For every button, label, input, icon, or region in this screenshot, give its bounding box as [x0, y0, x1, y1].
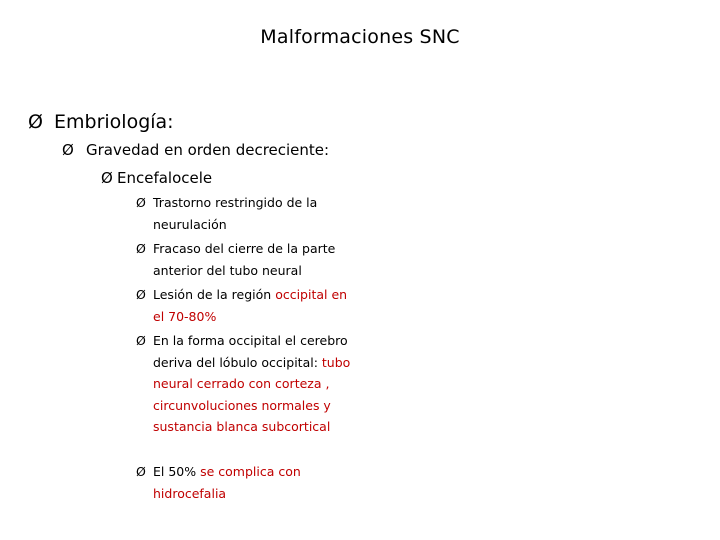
highlight-text: occipital en el 70-80% — [153, 287, 348, 324]
sub-bullet-item — [136, 461, 376, 504]
arrow-bullet-icon: Ø — [136, 241, 146, 256]
text-segment: Lesión de la región — [153, 287, 276, 302]
sub-bullet-text — [153, 330, 353, 438]
arrow-bullet-icon: Ø — [136, 333, 146, 348]
highlight-text: tubo neural cerrado con corteza , circunvoluciones normales y sustancia blanca subcortical — [153, 354, 351, 434]
bullet-label: Encefalocele — [117, 169, 213, 187]
bullet-gravedad — [62, 141, 329, 159]
sub-bullet-text — [153, 461, 353, 504]
sub-bullet-item — [136, 192, 376, 235]
bullet-label: Embriología: — [54, 111, 174, 133]
bullet-encefalocele — [101, 169, 212, 187]
sub-bullet-text — [153, 284, 353, 327]
text-segment: El 50% — [153, 464, 201, 479]
arrow-bullet-icon: Ø — [101, 169, 113, 187]
sub-bullet-item — [136, 284, 376, 327]
sub-bullet-item — [136, 330, 376, 438]
highlight-text: se complica con hidrocefalia — [153, 464, 301, 501]
arrow-bullet-icon: Ø — [136, 195, 146, 210]
text-segment: Trastorno restringido de la neurulación — [153, 195, 318, 232]
bullet-label: Gravedad en orden decreciente: — [86, 141, 330, 159]
bullet-embriologia — [28, 111, 174, 133]
text-segment: Fracaso del cierre de la parte anterior del tubo neural — [153, 241, 336, 278]
sub-bullet-text — [153, 192, 353, 235]
slide-title: Malformaciones SNC — [260, 26, 460, 48]
arrow-bullet-icon: Ø — [62, 141, 74, 159]
arrow-bullet-icon: Ø — [136, 464, 146, 479]
sub-bullet-text — [153, 238, 353, 281]
text-segment: En la forma occipital el cerebro deriva del lóbulo occipital: — [153, 333, 348, 370]
arrow-bullet-icon: Ø — [28, 111, 43, 133]
arrow-bullet-icon: Ø — [136, 287, 146, 302]
sub-bullet-item — [136, 238, 376, 281]
